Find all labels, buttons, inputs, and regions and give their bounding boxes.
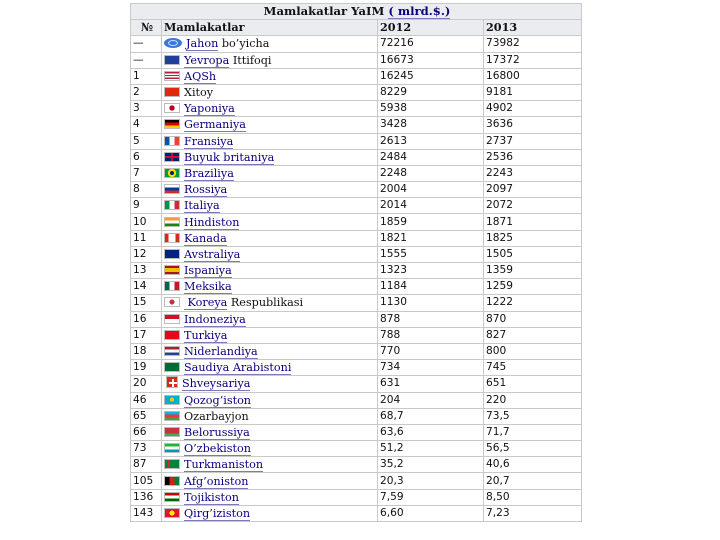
header-2012: 2012 (378, 20, 484, 36)
rank-cell: 11 (131, 230, 162, 246)
table-row (131, 36, 582, 52)
rank-cell: — (131, 52, 162, 68)
value-2013-cell: 56,5 (484, 441, 582, 457)
flag-az-icon (164, 410, 184, 423)
rank-cell: 10 (131, 214, 162, 230)
value-2013-cell: 1825 (484, 230, 582, 246)
flag-fr-icon (164, 135, 184, 148)
value-2012-cell: 770 (378, 343, 484, 359)
flag-mx-icon (164, 280, 184, 293)
header-country: Mamlakatlar (162, 20, 378, 36)
header-number: № (131, 20, 162, 36)
value-2012-cell: 734 (378, 360, 484, 376)
country-link[interactable]: Avstraliya (184, 247, 241, 261)
table-body (131, 36, 582, 522)
table-row (131, 343, 582, 359)
country-link[interactable]: Kanada (184, 231, 227, 245)
country-cell (162, 489, 378, 505)
rank-cell: 14 (131, 279, 162, 295)
caption-unit-link[interactable]: ( mlrd.$.) (388, 4, 451, 19)
country-cell (162, 473, 378, 489)
value-2013-cell: 1259 (484, 279, 582, 295)
value-2012-cell: 1323 (378, 263, 484, 279)
rank-cell: 19 (131, 360, 162, 376)
value-2013-cell: 800 (484, 343, 582, 359)
table-row (131, 360, 582, 376)
value-2013-cell: 16800 (484, 68, 582, 84)
country-link[interactable]: Fransiya (184, 134, 234, 148)
value-2012-cell: 1821 (378, 230, 484, 246)
value-2013-cell: 2536 (484, 149, 582, 165)
table-row (131, 489, 582, 505)
table-row (131, 457, 582, 473)
flag-tr-icon (164, 329, 184, 342)
table-row (131, 165, 582, 181)
flag-au-icon (164, 248, 184, 261)
country-link[interactable]: Qozog’iston (184, 393, 252, 407)
rank-cell: 13 (131, 263, 162, 279)
table-row (131, 279, 582, 295)
table-row (131, 376, 582, 392)
table-row (131, 68, 582, 84)
value-2012-cell: 1184 (378, 279, 484, 295)
value-2013-cell: 1871 (484, 214, 582, 230)
country-link[interactable]: Rossiya (184, 183, 228, 197)
flag-in-icon (164, 216, 184, 229)
rank-cell: 46 (131, 392, 162, 408)
table-row (131, 505, 582, 521)
value-2013-cell: 73,5 (484, 408, 582, 424)
country-link[interactable]: Koreya (184, 296, 228, 310)
country-link[interactable]: Turkmaniston (184, 458, 264, 472)
value-2012-cell: 72216 (378, 36, 484, 52)
value-2013-cell: 2243 (484, 165, 582, 181)
country-link[interactable]: Yaponiya (184, 102, 235, 116)
value-2013-cell: 2097 (484, 182, 582, 198)
country-link[interactable]: AQSh (184, 69, 217, 83)
country-cell (162, 198, 378, 214)
value-2012-cell: 7,59 (378, 489, 484, 505)
rank-cell: 9 (131, 198, 162, 214)
table-row (131, 182, 582, 198)
table-row (131, 424, 582, 440)
value-2013-cell: 73982 (484, 36, 582, 52)
country-link[interactable]: Italiya (184, 199, 220, 213)
value-2012-cell: 20,3 (378, 473, 484, 489)
value-2013-cell: 17372 (484, 52, 582, 68)
value-2013-cell: 827 (484, 327, 582, 343)
flag-gb-icon (164, 151, 184, 164)
flag-uz-icon (164, 442, 184, 455)
country-cell (162, 133, 378, 149)
flag-br-icon (164, 167, 184, 180)
rank-cell: 66 (131, 424, 162, 440)
table-row (131, 101, 582, 117)
country-cell (162, 214, 378, 230)
country-link[interactable]: Yevropa (184, 53, 230, 67)
country-cell (162, 360, 378, 376)
rank-cell: 7 (131, 165, 162, 181)
rank-cell: 73 (131, 441, 162, 457)
value-2012-cell: 63,6 (378, 424, 484, 440)
value-2013-cell: 1505 (484, 246, 582, 262)
table-row (131, 230, 582, 246)
country-link[interactable]: Afg’oniston (184, 474, 249, 488)
flag-kr-icon (164, 296, 184, 309)
rank-cell: 17 (131, 327, 162, 343)
country-cell (162, 376, 378, 392)
flag-de-icon (164, 118, 184, 131)
flag-tj-icon (164, 491, 184, 504)
flag-globe-icon (164, 37, 186, 50)
value-2013-cell: 3636 (484, 117, 582, 133)
value-2012-cell: 35,2 (378, 457, 484, 473)
value-2013-cell: 40,6 (484, 457, 582, 473)
rank-cell: 16 (131, 311, 162, 327)
table-row (131, 149, 582, 165)
country-cell (162, 68, 378, 84)
value-2012-cell: 8229 (378, 84, 484, 100)
flag-us-icon (164, 70, 184, 83)
flag-eu-icon (164, 54, 184, 67)
country-link[interactable]: Ispaniya (184, 264, 232, 278)
flag-ru-icon (164, 183, 184, 196)
country-link[interactable]: Germaniya (184, 118, 246, 132)
country-cell (162, 505, 378, 521)
flag-cn-icon (164, 86, 184, 99)
country-cell (162, 295, 378, 311)
value-2012-cell: 2004 (378, 182, 484, 198)
value-2013-cell: 2737 (484, 133, 582, 149)
rank-cell: 4 (131, 117, 162, 133)
country-cell (162, 182, 378, 198)
value-2013-cell: 2072 (484, 198, 582, 214)
value-2013-cell: 20,7 (484, 473, 582, 489)
country-link[interactable]: Braziliya (184, 166, 234, 180)
table-row (131, 198, 582, 214)
country-link[interactable]: Qirg’iziston (184, 506, 251, 520)
table-row (131, 392, 582, 408)
value-2012-cell: 788 (378, 327, 484, 343)
rank-cell: 3 (131, 101, 162, 117)
country-cell (162, 424, 378, 440)
country-cell (162, 84, 378, 100)
country-link[interactable]: Niderlandiya (184, 345, 258, 359)
country-link[interactable]: Hindiston (184, 215, 240, 229)
flag-ch-icon (164, 377, 182, 390)
value-2013-cell: 220 (484, 392, 582, 408)
country-text: Xitoy (184, 86, 214, 100)
country-link[interactable]: O’zbekiston (184, 442, 251, 456)
value-2013-cell: 9181 (484, 84, 582, 100)
country-link[interactable]: Saudiya Arabistoni (184, 361, 292, 375)
value-2012-cell: 2484 (378, 149, 484, 165)
country-cell (162, 230, 378, 246)
value-2012-cell: 6,60 (378, 505, 484, 521)
value-2013-cell: 651 (484, 376, 582, 392)
value-2012-cell: 2613 (378, 133, 484, 149)
value-2012-cell: 2248 (378, 165, 484, 181)
rank-cell: 136 (131, 489, 162, 505)
country-link[interactable]: Buyuk britaniya (184, 150, 275, 164)
table-row (131, 441, 582, 457)
country-cell (162, 101, 378, 117)
rank-cell: 2 (131, 84, 162, 100)
flag-kg-icon (164, 507, 184, 520)
rank-cell: 143 (131, 505, 162, 521)
table-row (131, 311, 582, 327)
value-2012-cell: 16245 (378, 68, 484, 84)
table-row (131, 117, 582, 133)
country-link[interactable]: Turkiya (184, 328, 228, 342)
rank-cell: 1 (131, 68, 162, 84)
value-2013-cell: 7,23 (484, 505, 582, 521)
flag-jp-icon (164, 102, 184, 115)
value-2013-cell: 8,50 (484, 489, 582, 505)
country-link[interactable]: Indoneziya (184, 312, 246, 326)
value-2012-cell: 631 (378, 376, 484, 392)
value-2012-cell: 1130 (378, 295, 484, 311)
table-row (131, 473, 582, 489)
country-cell (162, 36, 378, 52)
gdp-table-container (130, 3, 581, 522)
value-2012-cell: 1555 (378, 246, 484, 262)
table-row (131, 263, 582, 279)
country-cell (162, 279, 378, 295)
value-2012-cell: 1859 (378, 214, 484, 230)
country-cell (162, 408, 378, 424)
table-row (131, 295, 582, 311)
rank-cell: 8 (131, 182, 162, 198)
value-2013-cell: 1222 (484, 295, 582, 311)
rank-cell: 12 (131, 246, 162, 262)
rank-cell: 20 (131, 376, 162, 392)
flag-ca-icon (164, 232, 184, 245)
value-2012-cell: 2014 (378, 198, 484, 214)
table-row (131, 246, 582, 262)
country-cell (162, 52, 378, 68)
country-link[interactable]: Belorussiya (184, 425, 250, 439)
country-cell (162, 165, 378, 181)
table-row (131, 408, 582, 424)
country-cell (162, 246, 378, 262)
flag-by-icon (164, 426, 184, 439)
rank-cell: 6 (131, 149, 162, 165)
value-2013-cell: 4902 (484, 101, 582, 117)
country-cell (162, 441, 378, 457)
rank-cell: — (131, 36, 162, 52)
value-2013-cell: 745 (484, 360, 582, 376)
value-2012-cell: 204 (378, 392, 484, 408)
table-caption (131, 4, 582, 20)
rank-cell: 65 (131, 408, 162, 424)
value-2012-cell: 51,2 (378, 441, 484, 457)
country-text: bo’yicha (218, 37, 270, 51)
value-2013-cell: 71,7 (484, 424, 582, 440)
flag-sa-icon (164, 361, 184, 374)
table-row (131, 84, 582, 100)
value-2012-cell: 5938 (378, 101, 484, 117)
country-cell (162, 263, 378, 279)
rank-cell: 5 (131, 133, 162, 149)
table-row (131, 214, 582, 230)
flag-kz-icon (164, 394, 184, 407)
header-2013: 2013 (484, 20, 582, 36)
country-cell (162, 327, 378, 343)
country-text: Ozarbayjon (184, 409, 249, 423)
country-cell (162, 117, 378, 133)
country-link[interactable]: Jahon (186, 37, 219, 51)
flag-es-icon (164, 264, 184, 277)
rank-cell: 18 (131, 343, 162, 359)
value-2012-cell: 878 (378, 311, 484, 327)
value-2012-cell: 3428 (378, 117, 484, 133)
flag-it-icon (164, 199, 184, 212)
country-cell (162, 343, 378, 359)
rank-cell: 105 (131, 473, 162, 489)
country-cell (162, 457, 378, 473)
value-2013-cell: 870 (484, 311, 582, 327)
gdp-table (130, 3, 582, 522)
table-row (131, 52, 582, 68)
country-link[interactable]: Shveysariya (182, 377, 251, 391)
value-2012-cell: 16673 (378, 52, 484, 68)
flag-af-icon (164, 475, 184, 488)
country-link[interactable]: Tojikiston (184, 490, 239, 504)
value-2012-cell: 68,7 (378, 408, 484, 424)
country-cell (162, 311, 378, 327)
rank-cell: 87 (131, 457, 162, 473)
table-row (131, 327, 582, 343)
country-link[interactable]: Meksika (184, 280, 232, 294)
country-text: Respublikasi (227, 296, 304, 310)
flag-tm-icon (164, 458, 184, 471)
flag-id-icon (164, 313, 184, 326)
rank-cell: 15 (131, 295, 162, 311)
flag-nl-icon (164, 345, 184, 358)
caption-title: Mamlakatlar YaIM (263, 4, 385, 19)
table-row (131, 133, 582, 149)
country-text: Ittifoqi (229, 53, 272, 67)
value-2013-cell: 1359 (484, 263, 582, 279)
country-cell (162, 149, 378, 165)
country-cell (162, 392, 378, 408)
